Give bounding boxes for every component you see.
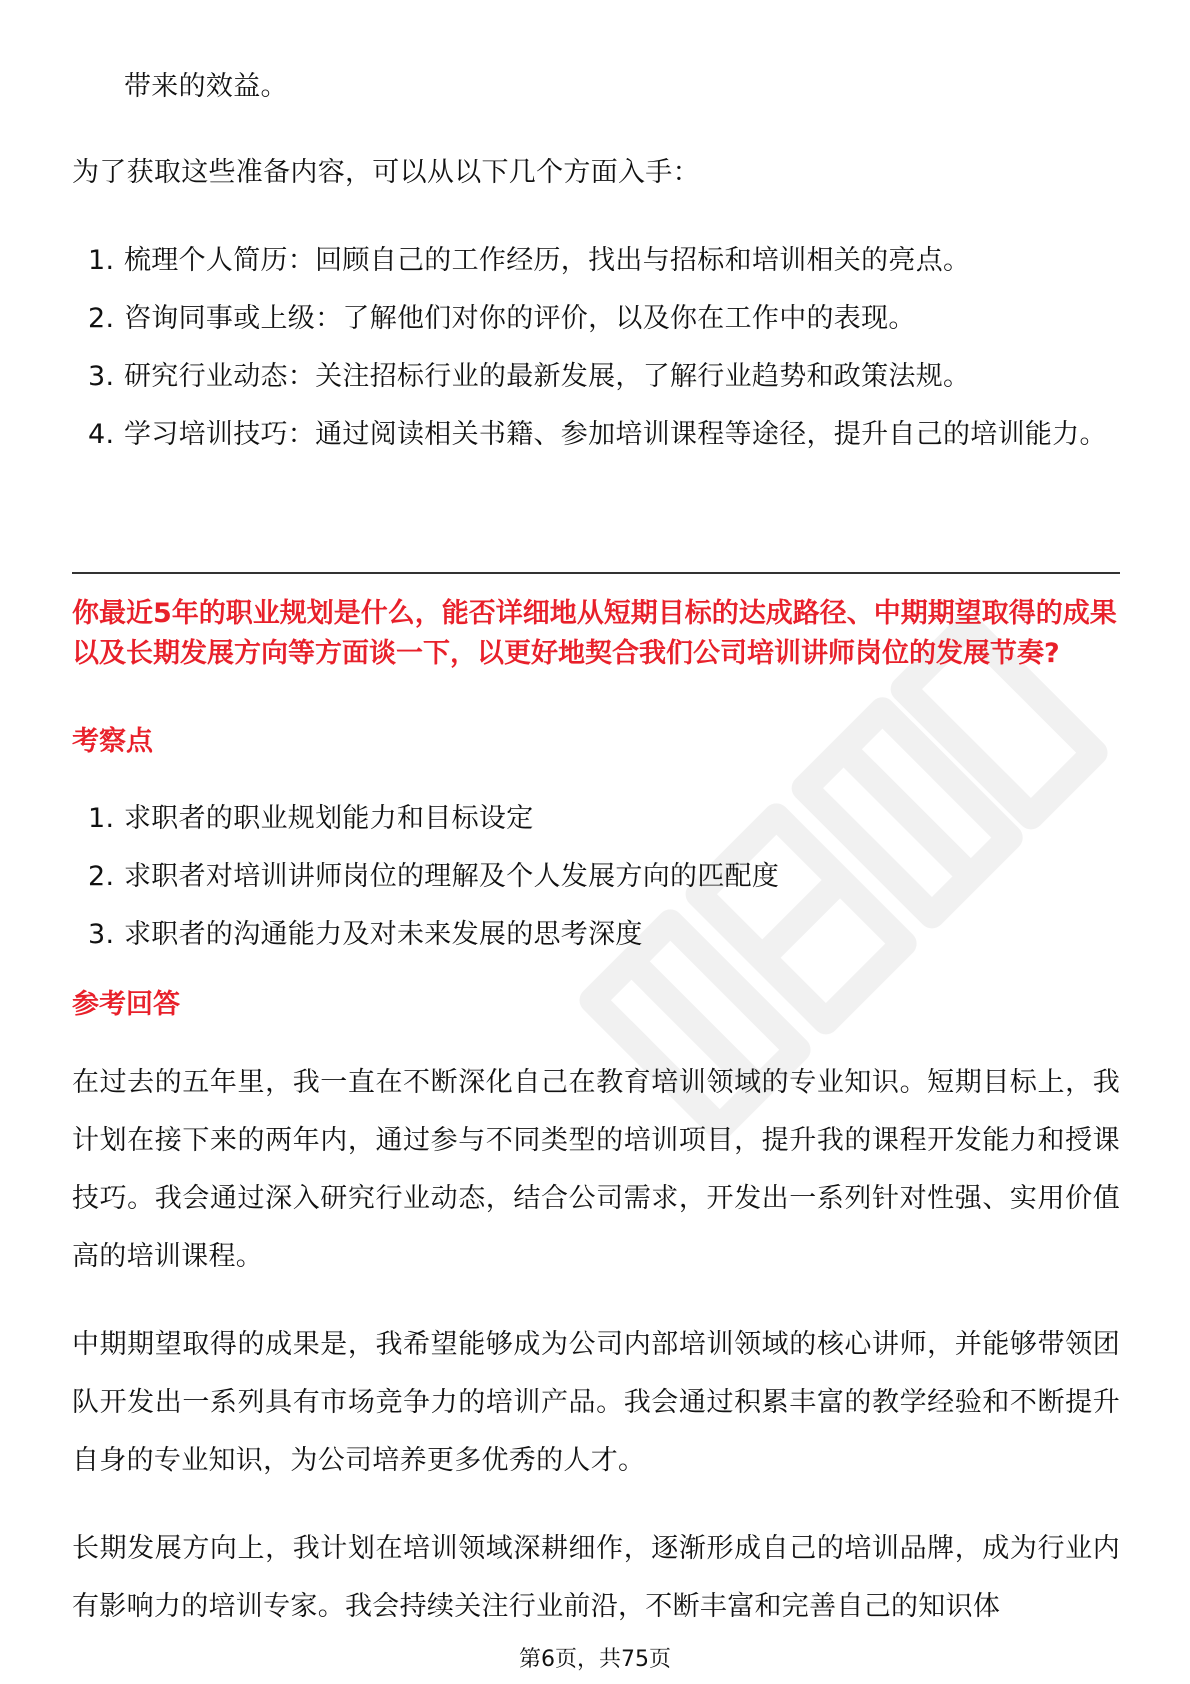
answer-paragraph: 在过去的五年里，我一直在不断深化自己在教育培训领域的专业知识。短期目标上，我计划在接下来的两年内，通过参与不同类型的培训项目，提升我的课程开发能力和授课技巧。我会通过深入研究行业动态，结合公司需求，开发出一系列针对性强、实用价值高的培训课程。 (72, 1067, 1120, 1272)
list-number: 1. (88, 803, 115, 834)
list-text: 求职者的沟通能力及对未来发展的思考深度 (124, 919, 643, 950)
interview-question: 你最近5年的职业规划是什么，能否详细地从短期目标的达成路径、中期期望取得的成果以及长期发展方向等方面谈一下，以更好地契合我们公司培训讲师岗位的发展节奏? (72, 598, 1117, 669)
list-number: 3. (88, 919, 115, 950)
list-item (72, 906, 1120, 964)
list-text: 学习培训技巧：通过阅读相关书籍、参加培训课程等途径，提升自己的培训能力。 (124, 419, 1107, 450)
list-text: 咨询同事或上级：了解他们对你的评价，以及你在工作中的表现。 (124, 303, 916, 334)
list-text: 求职者的职业规划能力和目标设定 (124, 803, 534, 834)
list-number: 4. (88, 419, 115, 450)
section-divider (72, 572, 1120, 574)
list-item (72, 232, 1120, 290)
list-number: 1. (88, 245, 115, 276)
assessment-points-list (72, 790, 1120, 964)
list-item (72, 848, 1120, 906)
list-number: 2. (88, 303, 115, 334)
points-heading: 考察点 (72, 726, 153, 757)
list-text: 梳理个人简历：回顾自己的工作经历，找出与招标和培训相关的亮点。 (124, 245, 971, 276)
list-number: 2. (88, 861, 115, 892)
answer-paragraph: 中期期望取得的成果是，我希望能够成为公司内部培训领域的核心讲师，并能够带领团队开发出一系列具有市场竞争力的培训产品。我会通过积累丰富的教学经验和不断提升自身的专业知识，为公司培养更多优秀的人才。 (72, 1329, 1120, 1476)
list-number: 3. (88, 361, 115, 392)
document-page (72, 0, 1120, 1684)
list-text: 求职者对培训讲师岗位的理解及个人发展方向的匹配度 (124, 861, 780, 892)
list-item (72, 406, 1120, 464)
page-footer: 第6页，共75页 (519, 1647, 671, 1672)
intro-paragraph: 为了获取这些准备内容，可以从以下几个方面入手： (72, 157, 700, 188)
list-item (72, 790, 1120, 848)
continuation-text: 带来的效益。 (124, 71, 288, 102)
preparation-steps-list (72, 232, 1120, 464)
list-item (72, 348, 1120, 406)
answer-paragraph: 长期发展方向上，我计划在培训领域深耕细作，逐渐形成自己的培训品牌，成为行业内有影响力的培训专家。我会持续关注行业前沿，不断丰富和完善自己的知识体 (72, 1533, 1120, 1622)
list-item (72, 290, 1120, 348)
answer-heading: 参考回答 (72, 989, 180, 1020)
list-text: 研究行业动态：关注招标行业的最新发展，了解行业趋势和政策法规。 (124, 361, 971, 392)
